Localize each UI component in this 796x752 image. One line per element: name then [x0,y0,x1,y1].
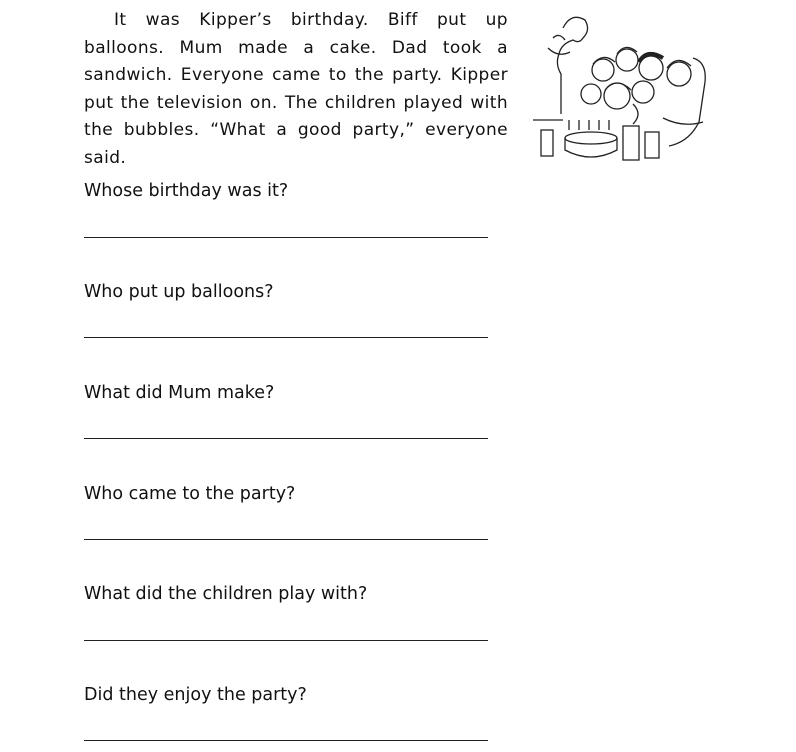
answer-line-2 [84,337,488,338]
answer-line-5 [84,640,488,641]
question-1: Whose birthday was it? [84,181,289,201]
answer-line-1 [84,237,488,238]
question-4: Who came to the party? [84,484,296,504]
answer-line-6 [84,740,488,741]
answer-line-4 [84,539,488,540]
story-paragraph [84,7,508,172]
question-3: What did Mum make? [84,383,275,403]
question-6: Did they enjoy the party? [84,685,307,705]
birthday-party-illustration [533,8,711,170]
answer-line-3 [84,438,488,439]
story-text: It was Kipper’s birthday. Biff put up balloons. Mum made a cake. Dad took a sandwich. Everyone came to the party. Kipper put the television on. The children played with the bubbles. “What a good party,” everyone said. [84,10,508,168]
question-2: Who put up balloons? [84,282,274,302]
question-5: What did the children play with? [84,584,368,604]
